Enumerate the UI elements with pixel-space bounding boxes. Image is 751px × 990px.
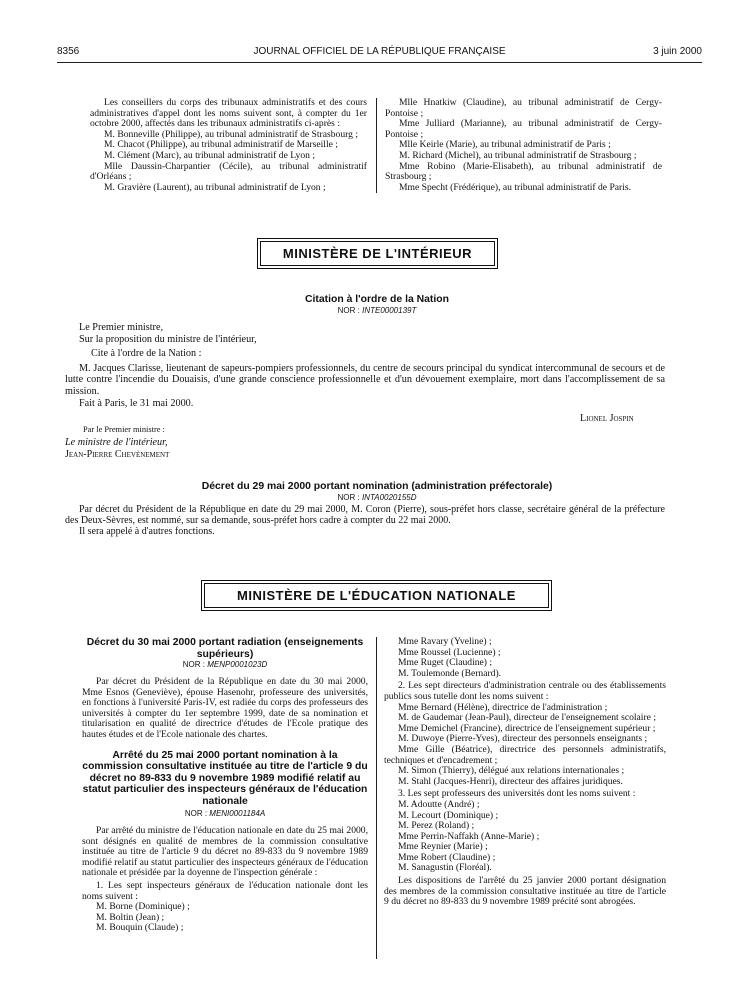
education-left-column	[82, 637, 368, 934]
decret-prefectoral-nor: NOR : INTA0020155D	[337, 492, 417, 502]
citation-title: Citation à l'ordre de la Nation	[305, 294, 449, 305]
column-divider	[376, 637, 377, 959]
radiation-nor-code: MENP0001023D	[207, 660, 268, 669]
tribunaux-entry: Mlle Daussin-Charpantier (Cécile), au tribunal administratif d'Orléans ;	[90, 160, 367, 183]
minister-name: Jean-Pierre Chevènement	[65, 449, 170, 460]
arrete-section-3: 3. Les sept professeurs des universités dont les noms suivent :	[398, 788, 636, 800]
education-right-column	[384, 637, 666, 908]
arrete-member: Mme Ravary (Yveline) ;	[398, 636, 492, 647]
arrete-intro: Par arrêté du ministre de l'éducation nationale en date du 25 mai 2000, sont désignés en qualité de membres de la commission consultative instituée au titre de l'article 9 du décret no 89-833 du 9 novembre 1989 modifié relatif au statut particulier des inspecteurs généraux de l'éducation nationale et présidée par la doyenne de l'inspection générale :	[82, 825, 368, 879]
arrete-member: M. Bouquin (Claude) ;	[96, 922, 184, 934]
tribunaux-entry: Mme Specht (Frédérique), au tribunal administratif de Paris.	[399, 181, 632, 193]
arrete-section-1: 1. Les sept inspecteurs généraux de l'éducation nationale dont les noms suivent :	[82, 880, 368, 902]
arrete-member: M. Perez (Roland) ;	[398, 820, 475, 832]
arrete-member: M. Simon (Thierry), délégué aux relations internationales ;	[398, 765, 625, 777]
arrete-member: Mme Reynier (Marie) ;	[398, 841, 488, 853]
tribunaux-entry: Mlle Keirle (Marie), au tribunal administratif de Paris ;	[399, 139, 611, 151]
tribunaux-entry: M. Bonneville (Philippe), au tribunal administratif de Strasbourg ;	[104, 128, 359, 140]
citation-section	[92, 294, 662, 322]
tribunaux-intro: Les conseillers du corps des tribunaux administratifs et des cours administratives d'appel dont les noms suivent sont, à compter du 1er octobre 2000, affectés dans les tribunaux administratifs ci-après :	[90, 97, 367, 130]
tribunaux-entry: M. Clément (Marc), au tribunal administratif de Lyon ;	[104, 149, 316, 161]
arrete-member: M. Borne (Dominique) ;	[96, 901, 190, 913]
citation-line: Le Premier ministre,	[79, 322, 164, 333]
decret-prefectoral-body	[65, 504, 665, 537]
arrete-nor-code: MENI0001184A	[209, 809, 266, 819]
page-number: 8356	[57, 46, 80, 57]
arrete-member: M. Adoutte (André) ;	[398, 798, 480, 810]
arrete-member: M. Lecourt (Dominique) ;	[398, 809, 499, 821]
tribunaux-entry: M. Richard (Michel), au tribunal administratif de Strasbourg ;	[399, 149, 637, 161]
decret-prefectoral-nor-code: INTA0020155D	[361, 492, 417, 502]
minister-title: Le ministre de l'intérieur,	[65, 437, 168, 448]
tribunaux-entry: Mlle Hnatkiw (Claudine), au tribunal administratif de Cergy-Pontoise ;	[385, 97, 662, 119]
decret-prefectoral-text: Il sera appelé à d'autres fonctions.	[79, 526, 215, 537]
citation-line: Fait à Paris, le 31 mai 2000.	[79, 397, 194, 409]
citation-body	[65, 322, 665, 409]
arrete-member: Mme Robert (Claudine) ;	[398, 851, 496, 863]
tribunaux-entry: Mme Robino (Marie-Elisabeth), au tribunal administratif de Strasbourg ;	[385, 160, 662, 183]
arrete-member: Mme Ruget (Claudine) ;	[398, 657, 493, 669]
tribunaux-entry: Mme Julliard (Marianne), au tribunal administratif de Cergy-Pontoise ;	[385, 118, 662, 140]
column-divider	[376, 98, 377, 193]
decret-prefectoral-title: Décret du 29 mai 2000 portant nomination (administration préfectorale)	[201, 481, 553, 492]
par-premier-ministre: Par le Premier ministre :	[83, 425, 165, 434]
decret-prefectoral-text: Par décret du Président de la République en date du 29 mai 2000, M. Coron (Pierre), sous-préfet hors classe, secrétaire général de la préfecture des Deux-Sèvres, est nommé, sur sa demande, sous-préfet hors cadre à compter du 22 mai 2000.	[65, 504, 665, 526]
radiation-title: Décret du 30 mai 2000 portant radiation (enseignements supérieurs)	[86, 637, 364, 660]
citation-line: Sur la proposition du ministre de l'intérieur,	[79, 333, 257, 345]
journal-title: JOURNAL OFFICIEL DE LA RÉPUBLIQUE FRANÇAISE	[253, 46, 506, 57]
ministry-education-heading: MINISTÈRE DE L'ÉDUCATION NATIONALE	[204, 583, 549, 608]
arrete-title: Arrêté du 25 mai 2000 portant nomination à la commission consultative instituée au titre de l'article 9 du décret no 89-833 du 9 novembre 1989 modifié relatif au statut particulier des inspecteurs généraux de l'éducation nationale	[82, 749, 368, 807]
arrete-section-2: 2. Les sept directeurs d'administration centrale ou des établissements publics sous tutelle dont les noms suivent :	[384, 680, 666, 702]
arrete-member: M. Boltin (Jean) ;	[96, 911, 165, 923]
arrete-member: Mme Gille (Béatrice), directrice des personnels administratifs, techniques et d'encadrement ;	[384, 743, 666, 766]
tribunaux-left-column	[90, 98, 367, 193]
radiation-nor: NOR : MENP0001023D	[182, 660, 268, 669]
arrete-member: M. de Gaudemar (Jean-Paul), directeur de l'enseignement scolaire ;	[398, 712, 656, 724]
citation-nor: NOR : INTE0000139T	[337, 305, 417, 315]
ministry-interieur-heading: MINISTÈRE DE L'INTÉRIEUR	[260, 241, 495, 266]
header-rule	[57, 62, 702, 63]
tribunaux-entry: M. Chacot (Philippe), au tribunal administratif de Marseille ;	[104, 139, 338, 151]
arrete-nor: NOR : MENI0001184A	[184, 809, 266, 819]
tribunaux-entry: M. Gravière (Laurent), au tribunal administratif de Lyon ;	[104, 181, 326, 193]
arrete-member: M. Sanagustin (Floréal).	[398, 862, 492, 874]
page-header	[57, 46, 702, 60]
citation-nor-code: INTE0000139T	[362, 305, 417, 315]
arrete-member: M. Stahl (Jacques-Henri), directeur des affaires juridiques.	[398, 775, 623, 787]
arrete-member: M. Toulemonde (Bernard).	[398, 667, 502, 679]
tribunaux-right-column	[385, 98, 662, 193]
arrete-member: Mme Perrin-Naffakh (Anne-Marie) ;	[398, 830, 540, 842]
arrete-closing: Les dispositions de l'arrêté du 25 janvier 2000 portant désignation des membres de la commission consultative instituée au titre de l'article 9 du décret no 89-833 du 9 novembre 1989 précité sont abrogées.	[384, 875, 666, 908]
arrete-member: Mme Bernard (Hélène), directrice de l'administration ;	[398, 701, 608, 713]
issue-date: 3 juin 2000	[653, 46, 702, 57]
arrete-member: Mme Roussel (Lucienne) ;	[398, 646, 501, 658]
arrete-member: M. Duwoye (Pierre-Yves), directeur des personnels enseignants ;	[398, 733, 648, 745]
citation-signatory: Lionel Jospin	[580, 413, 634, 424]
citation-line: Cite à l'ordre de la Nation :	[91, 348, 202, 360]
radiation-text: Par décret du Président de la République en date du 30 mai 2000, Mme Esnos (Geneviève), épouse Hasenohr, professeure des universités, en fonctions à l'université Paris-IV, est radiée du corps des professeurs des universités à compter du 1er septembre 1999, date de sa nomination et titularisation en qualité de directrice d'études de l'Ecole pratique des hautes études et de l'Ecole nationale des chartes.	[82, 676, 368, 740]
citation-line: M. Jacques Clarisse, lieutenant de sapeurs-pompiers professionnels, du centre de secours principal du syndicat intercommunal de secours et de lutte contre l'incendie du Douaisis, d'une grande conscience professionnelle et d'un dévouement exemplaire, mort dans l'accomplissement de sa mission.	[65, 362, 665, 397]
arrete-member: Mme Demichel (Francine), directrice de l'enseignement supérieur ;	[398, 722, 656, 734]
